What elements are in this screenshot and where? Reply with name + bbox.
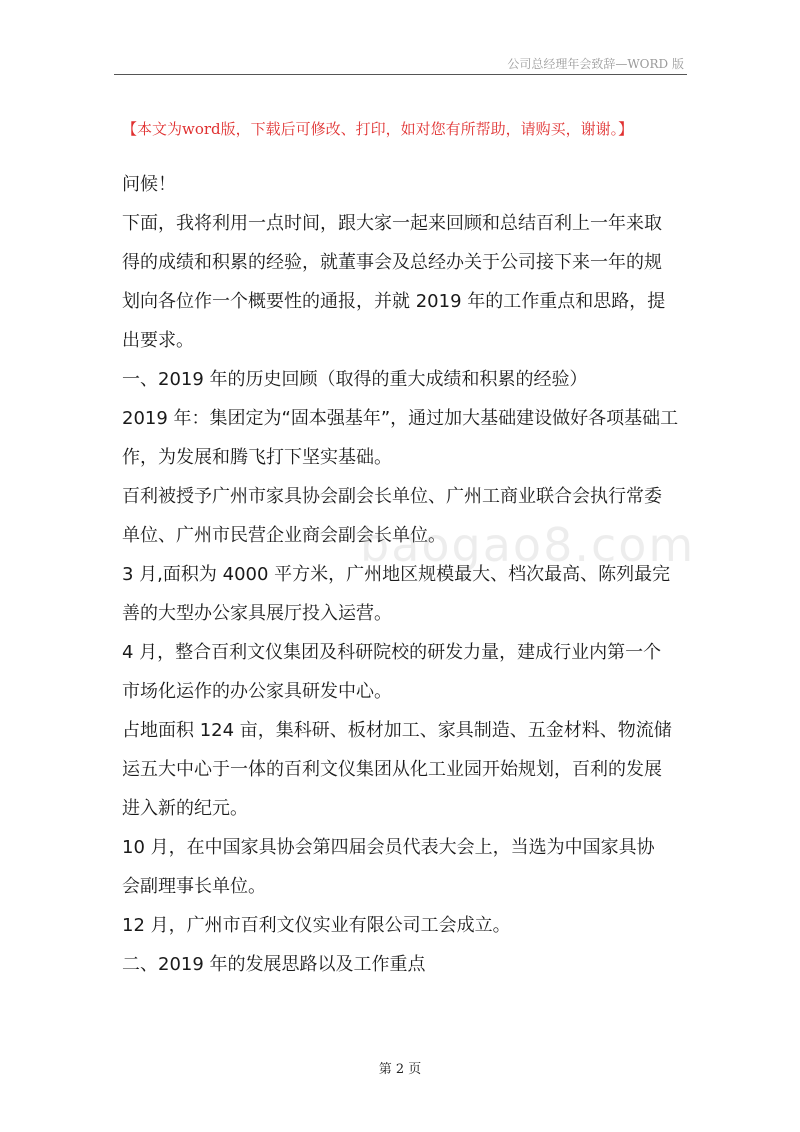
paragraph: 12 月，广州市百利文仪实业有限公司工会成立。 [122, 915, 511, 936]
page-number: 第 2 页 [378, 1062, 422, 1077]
section-heading-2: 二、2019 年的发展思路以及工作重点 [122, 954, 426, 975]
paragraph: 10 月，在中国家具协会第四届会员代表大会上，当选为中国家具协 会副理事长单位。 [122, 837, 655, 897]
section-heading-1: 一、2019 年的历史回顾（取得的重大成绩和积累的经验） [122, 369, 588, 390]
paragraph-greeting: 问候！ [122, 174, 176, 195]
paragraph-intro: 下面，我将利用一点时间，跟大家一起来回顾和总结百利上一年来取 得的成绩和积累的经验，就董事会及总经办关于公司接下来一年的规 划向各位作一个概要性的通报，并就 2019 年的工作重点和思路，提 出要求。 [122, 213, 666, 351]
download-notice: 【本文为word版，下载后可修改、打印，如对您有所帮助，请购买，谢谢。】 [122, 120, 634, 138]
paragraph: 4 月，整合百利文仪集团及科研院校的研发力量，建成行业内第一个 市场化运作的办公家具研发中心。 [122, 642, 662, 702]
document-header-title: 公司总经理年会致辞—WORD 版 [507, 57, 684, 71]
document-body [122, 165, 684, 984]
paragraph: 3 月,面积为 4000 平方米，广州地区规模最大、档次最高、陈列最完 善的大型办公家具展厅投入运营。 [122, 564, 671, 624]
header-divider [114, 74, 687, 75]
paragraph: 百利被授予广州市家具协会副会长单位、广州工商业联合会执行常委 单位、广州市民营企业商会副会长单位。 [122, 486, 662, 546]
paragraph: 占地面积 124 亩，集科研、板材加工、家具制造、五金材料、物流储 运五大中心于一体的百利文仪集团从化工业园开始规划，百利的发展 进入新的纪元。 [122, 720, 672, 819]
paragraph: 2019 年：集团定为“固本强基年”，通过加大基础建设做好各项基础工 作，为发展和腾飞打下坚实基础。 [122, 408, 679, 468]
watermark: baogao8.com [360, 518, 696, 572]
